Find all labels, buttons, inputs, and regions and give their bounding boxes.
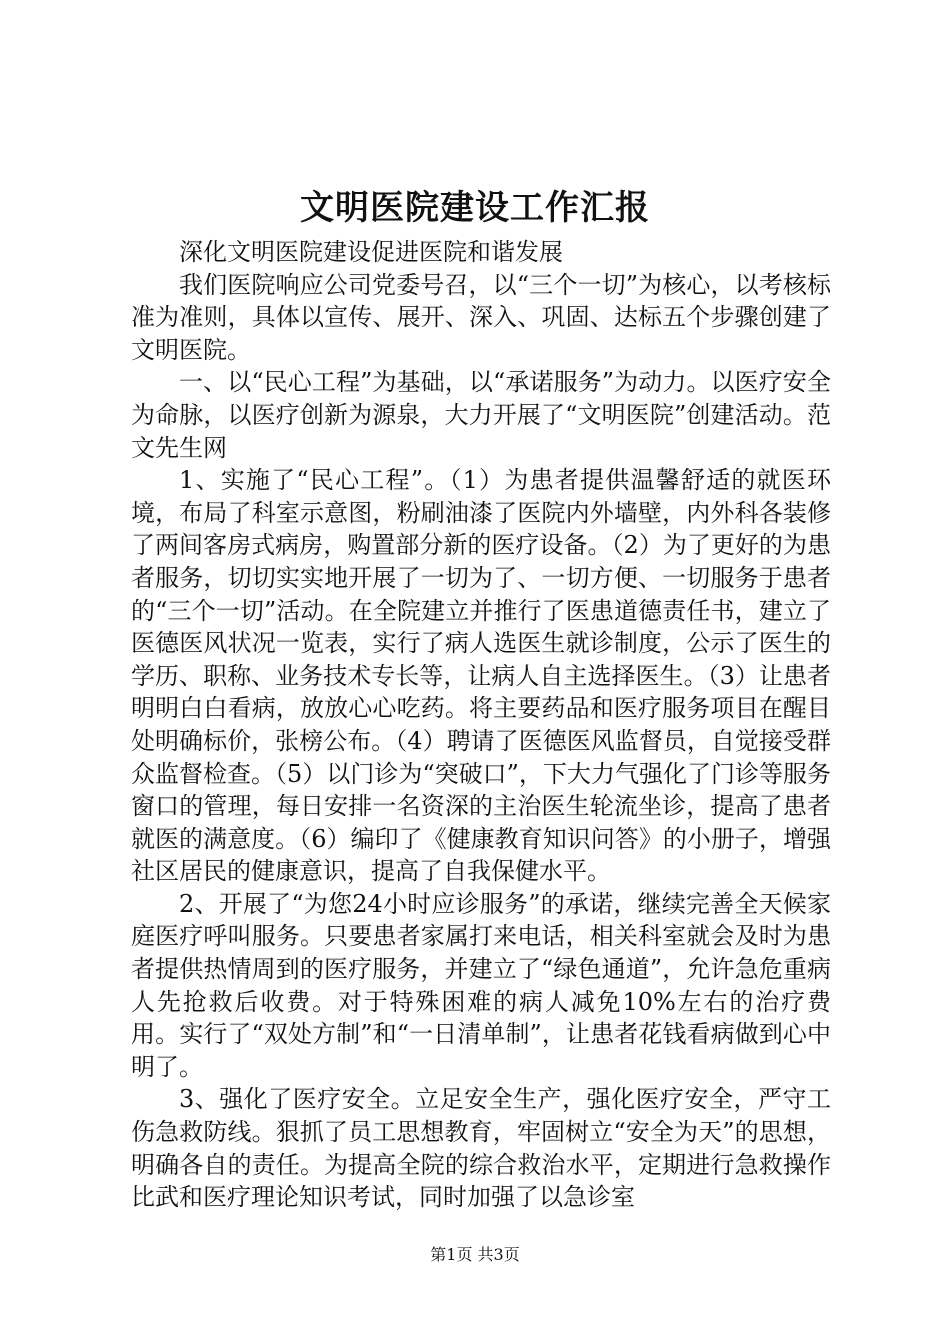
page-number-footer: 第1页 共3页 [430,1245,520,1264]
item-two-paragraph: 2、开展了“为您24小时应诊服务”的承诺，继续完善全天候家庭医疗呼叫服务。只要患者家属打来电话，相关科室就会及时为患者提供热情周到的医疗服务，并建立了“绿色通道”，允许急危重病人先抢救后收费。对于特殊困难的病人减免10%左右的治疗费用。实行了“双处方制”和“一日清单制”，让患者花钱看病做到心中明了。 [131,889,831,1081]
document-title: 文明医院建设工作汇报 [300,188,650,228]
subtitle-paragraph: 深化文明医院建设促进医院和谐发展 [179,238,563,266]
item-three-paragraph: 3、强化了医疗安全。立足安全生产，强化医疗安全，严守工伤急救防线。狠抓了员工思想教育，牢固树立“安全为天”的思想，明确各自的责任。为提高全院的综合救治水平，定期进行急救操作比武和医疗理论知识考试，同时加强了以急诊室 [131,1085,831,1212]
section-one-paragraph: 一、以“民心工程”为基础，以“承诺服务”为动力。以医疗安全为命脉，以医疗创新为源泉，大力开展了“文明医院”创建活动。范文先生网 [131,368,831,462]
document-body [131,236,831,1214]
item-one-paragraph: 1、实施了“民心工程”。（1）为患者提供温馨舒适的就医环境，布局了科室示意图，粉刷油漆了医院内外墙壁，内外科各装修了两间客房式病房，购置部分新的医疗设备。（2）为了更好的为患者服务，切切实实地开展了一切为了、一切方便、一切服务于患者的“三个一切”活动。在全院建立并推行了医患道德责任书，建立了医德医风状况一览表，实行了病人选医生就诊制度，公示了医生的学历、职称、业务技术专长等，让病人自主选择医生。（3）让患者明明白白看病，放放心心吃药。将主要药品和医疗服务项目在醒目处明确标价，张榜公布。（4）聘请了医德医风监督员，自觉接受群众监督检查。（5）以门诊为“突破口”，下大力气强化了门诊等服务窗口的管理，每日安排一名资深的主治医生轮流坐诊，提高了患者就医的满意度。（6）编印了《健康教育知识问答》的小册子，增强社区居民的健康意识，提高了自我保健水平。 [131,466,831,886]
intro-paragraph: 我们医院响应公司党委号召，以“三个一切”为核心，以考核标准为准则，具体以宣传、展开、深入、巩固、达标五个步骤创建了文明医院。 [131,270,831,364]
